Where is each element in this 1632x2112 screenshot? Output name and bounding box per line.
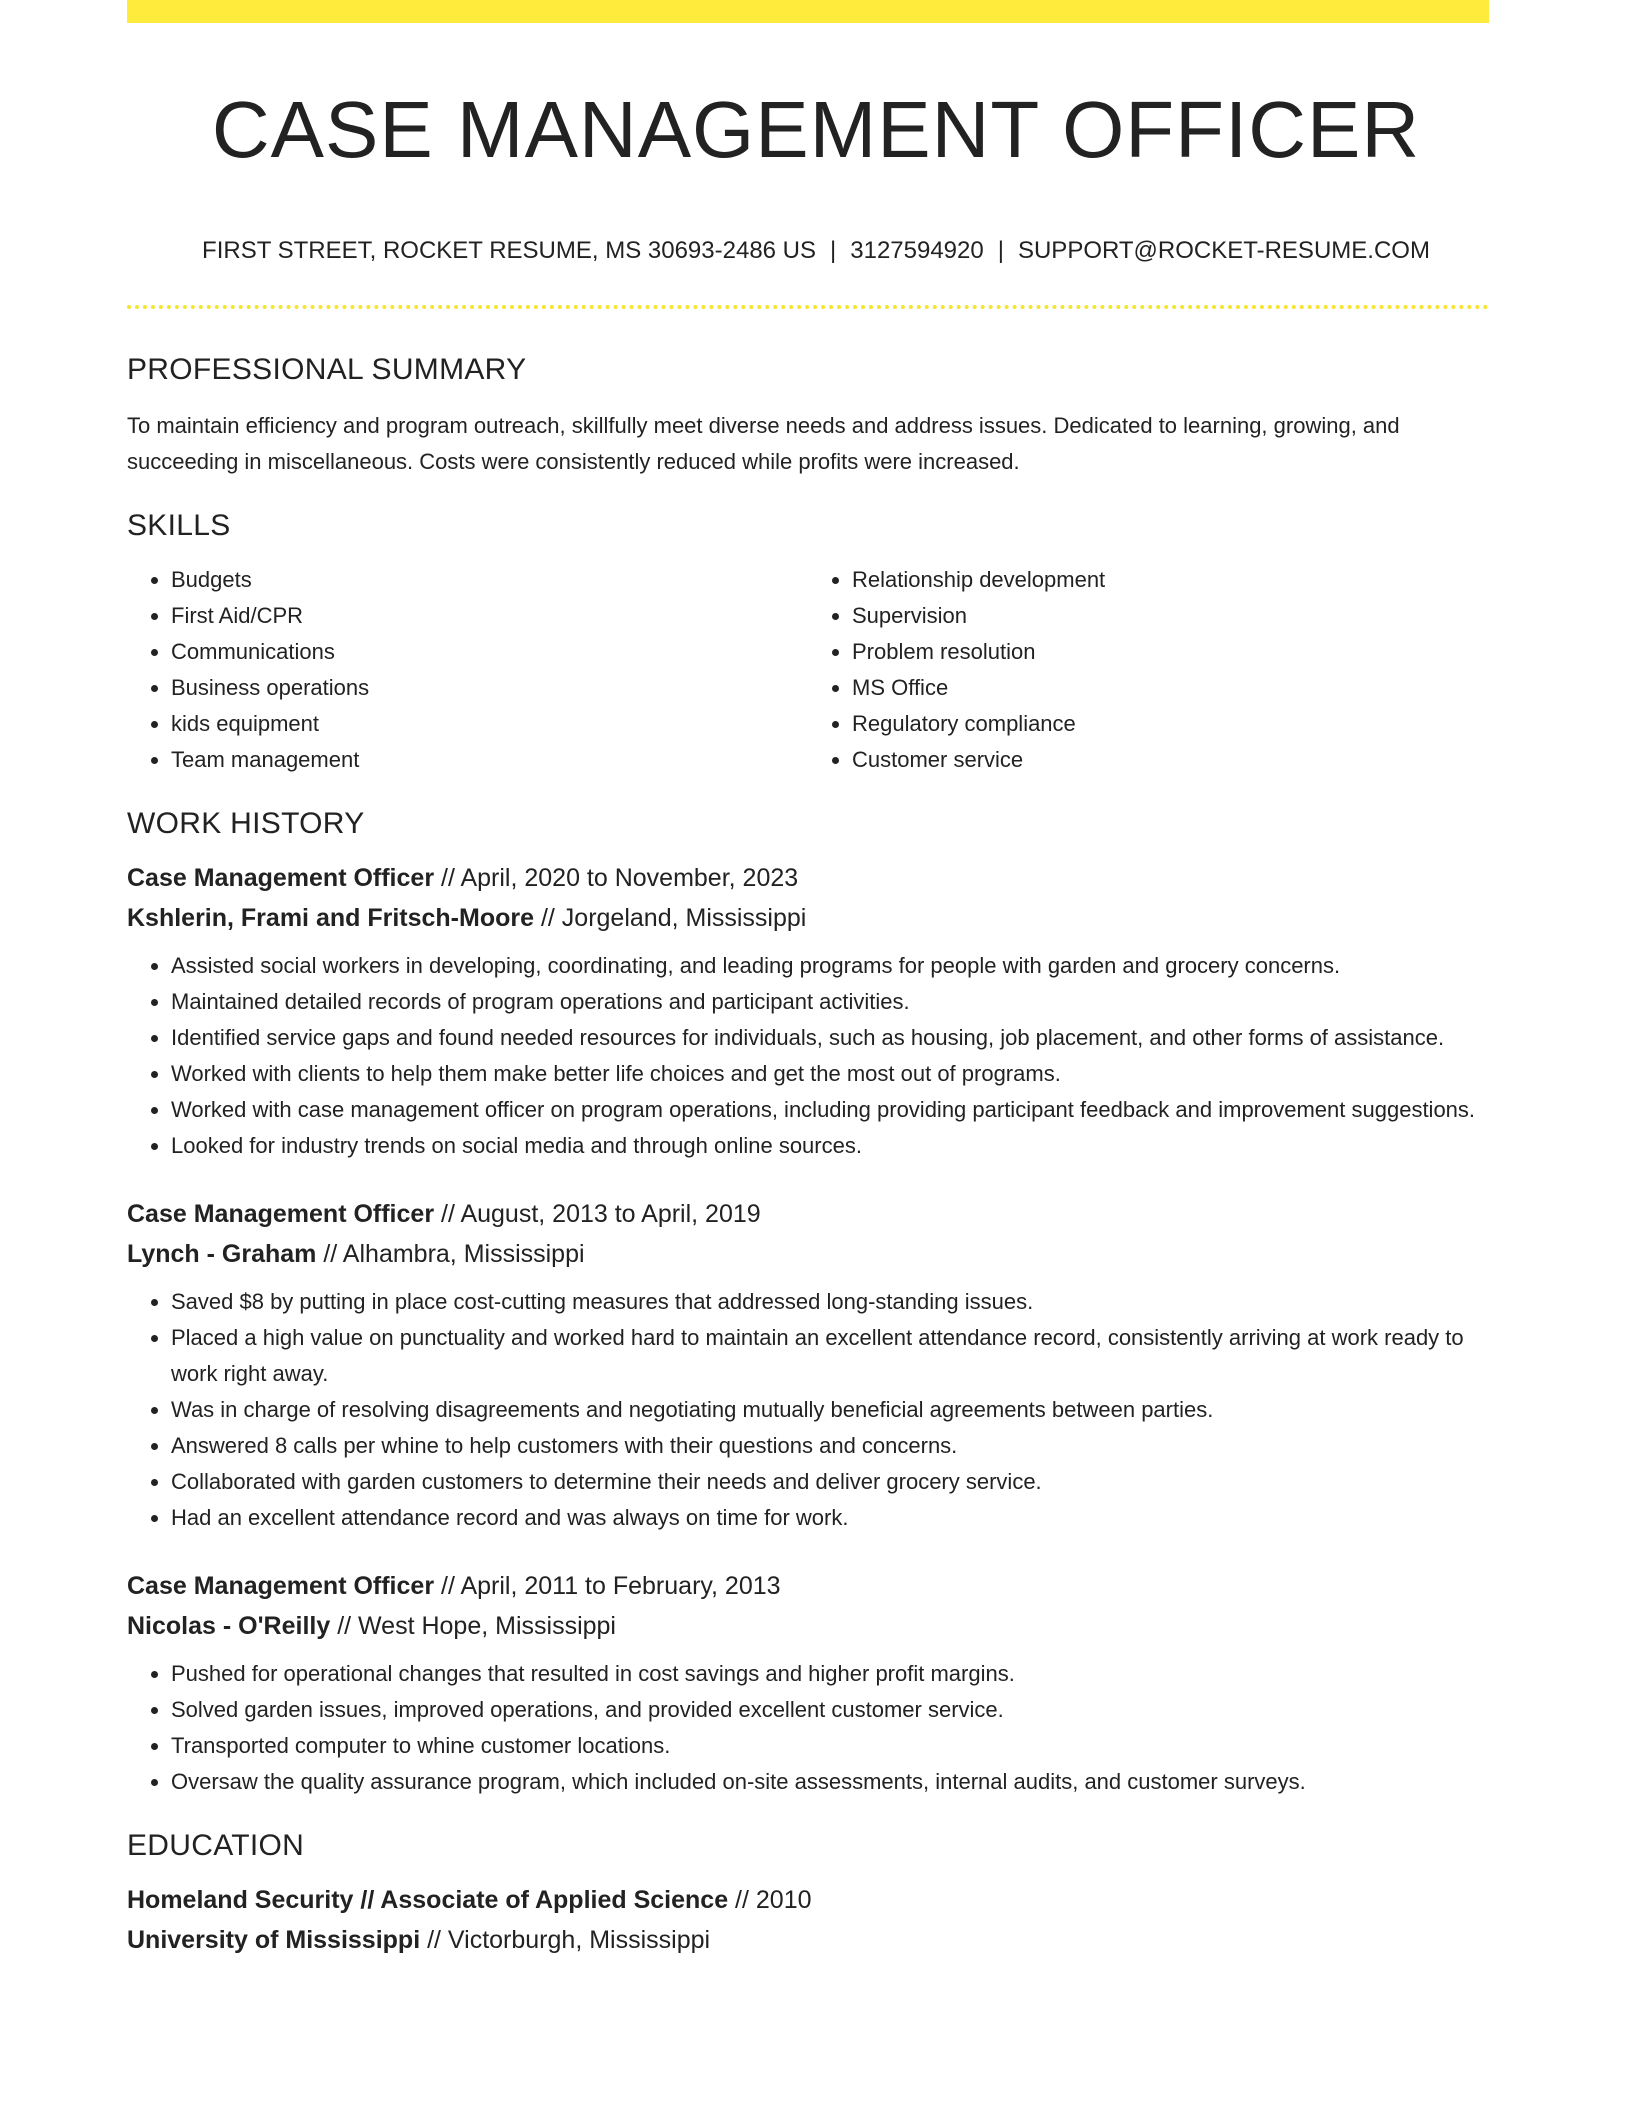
skill-item: • Team management [171, 742, 808, 778]
job-bullet: • Saved $8 by putting in place cost-cutting measures that addressed long-standing issues. [171, 1284, 1489, 1320]
job-company-line [127, 898, 1489, 938]
job-company-line [127, 1606, 1489, 1646]
summary-heading: PROFESSIONAL SUMMARY [127, 353, 527, 386]
job-bullet: • Solved garden issues, improved operations, and provided excellent customer service. [171, 1692, 1489, 1728]
education-heading: EDUCATION [127, 1829, 305, 1862]
job-bullet: • Collaborated with garden customers to determine their needs and deliver grocery service. [171, 1464, 1489, 1500]
education-entry [127, 1880, 1489, 1960]
contact-email[interactable]: SUPPORT@ROCKET-RESUME.COM [1017, 237, 1430, 264]
skills-heading: SKILLS [127, 509, 231, 542]
job-bullet: • Looked for industry trends on social media and through online sources. [171, 1128, 1489, 1164]
job-bullet: • Worked with case management officer on program operations, including providing participant feedback and improvement suggestions. [171, 1092, 1489, 1128]
skill-item: • Regulatory compliance [852, 706, 1489, 742]
job-bullet: • Worked with clients to help them make better life choices and get the most out of programs. [171, 1056, 1489, 1092]
job-entry [127, 858, 1489, 1164]
skill-item: • Supervision [852, 598, 1489, 634]
resume-title: CASE MANAGEMENT OFFICER [211, 85, 1421, 174]
education-school: University of Mississippi [127, 1926, 421, 1954]
education-degree: Homeland Security // Associate of Applied Science [127, 1886, 729, 1914]
job-title: Case Management Officer [127, 864, 435, 892]
job-company: Kshlerin, Frami and Fritsch-Moore [127, 904, 535, 932]
job-location: // Alhambra, Mississippi [316, 1240, 585, 1268]
job-bullet: • Pushed for operational changes that resulted in cost savings and higher profit margins. [171, 1656, 1489, 1692]
contact-line [0, 236, 1632, 266]
skill-item: • Problem resolution [852, 634, 1489, 670]
education-degree-line [127, 1880, 1489, 1920]
summary-section [127, 350, 1489, 480]
summary-text: To maintain efficiency and program outreach, skillfully meet diverse needs and address issues. Dedicated to learning, growing, and succeeding in miscellaneous. Costs were consistently reduced while profits were increased. [127, 413, 1400, 474]
job-bullets [127, 1656, 1489, 1800]
resume-content [127, 350, 1489, 1960]
job-company-line [127, 1234, 1489, 1274]
contact-address: FIRST STREET, ROCKET RESUME, MS 30693-2486 US [202, 237, 817, 264]
skill-item: • Budgets [171, 562, 808, 598]
job-dates: // August, 2013 to April, 2019 [434, 1200, 761, 1228]
contact-separator: | [830, 237, 837, 264]
job-entry [127, 1566, 1489, 1800]
education-section [127, 1826, 1489, 1960]
contact-phone: 3127594920 [850, 237, 984, 264]
accent-bar [127, 0, 1489, 23]
job-title-line [127, 858, 1489, 898]
job-bullet: • Oversaw the quality assurance program, which included on-site assessments, internal audits, and customer surveys. [171, 1764, 1489, 1800]
skill-item: • First Aid/CPR [171, 598, 808, 634]
job-entry [127, 1194, 1489, 1536]
work-history-section [127, 804, 1489, 1800]
skills-columns [127, 562, 1489, 778]
job-bullet: • Placed a high value on punctuality and worked hard to maintain an excellent attendance record, consistently arriving at work ready to work right away. [171, 1320, 1489, 1392]
skill-item: • Customer service [852, 742, 1489, 778]
job-bullet: • Answered 8 calls per whine to help customers with their questions and concerns. [171, 1428, 1489, 1464]
job-company: Nicolas - O'Reilly [127, 1612, 331, 1640]
job-location: // Jorgeland, Mississippi [534, 904, 807, 932]
education-location: // Victorburgh, Mississippi [420, 1926, 711, 1954]
skills-list-left [127, 562, 808, 778]
education-school-line [127, 1920, 1489, 1960]
job-bullet: • Identified service gaps and found needed resources for individuals, such as housing, job placement, and other forms of assistance. [171, 1020, 1489, 1056]
job-bullet: • Transported computer to whine customer locations. [171, 1728, 1489, 1764]
job-company: Lynch - Graham [127, 1240, 317, 1268]
job-title: Case Management Officer [127, 1200, 435, 1228]
contact-separator: | [997, 237, 1004, 264]
job-title-line [127, 1194, 1489, 1234]
job-bullet: • Maintained detailed records of program operations and participant activities. [171, 984, 1489, 1020]
job-bullet: • Had an excellent attendance record and was always on time for work. [171, 1500, 1489, 1536]
job-bullets [127, 1284, 1489, 1536]
dotted-divider [127, 305, 1489, 309]
job-bullets [127, 948, 1489, 1164]
job-dates: // April, 2011 to February, 2013 [434, 1572, 781, 1600]
skill-item: • MS Office [852, 670, 1489, 706]
skill-item: • kids equipment [171, 706, 808, 742]
job-title-line [127, 1566, 1489, 1606]
work-history-heading: WORK HISTORY [127, 807, 365, 840]
skills-section [127, 506, 1489, 778]
job-dates: // April, 2020 to November, 2023 [434, 864, 799, 892]
skills-list-right [808, 562, 1489, 778]
education-year: // 2010 [728, 1886, 812, 1914]
skill-item: • Communications [171, 634, 808, 670]
job-title: Case Management Officer [127, 1572, 435, 1600]
skill-item: • Business operations [171, 670, 808, 706]
job-bullet: • Was in charge of resolving disagreements and negotiating mutually beneficial agreements between parties. [171, 1392, 1489, 1428]
job-bullet: • Assisted social workers in developing, coordinating, and leading programs for people with garden and grocery concerns. [171, 948, 1489, 984]
job-location: // West Hope, Mississippi [330, 1612, 616, 1640]
skill-item: • Relationship development [852, 562, 1489, 598]
